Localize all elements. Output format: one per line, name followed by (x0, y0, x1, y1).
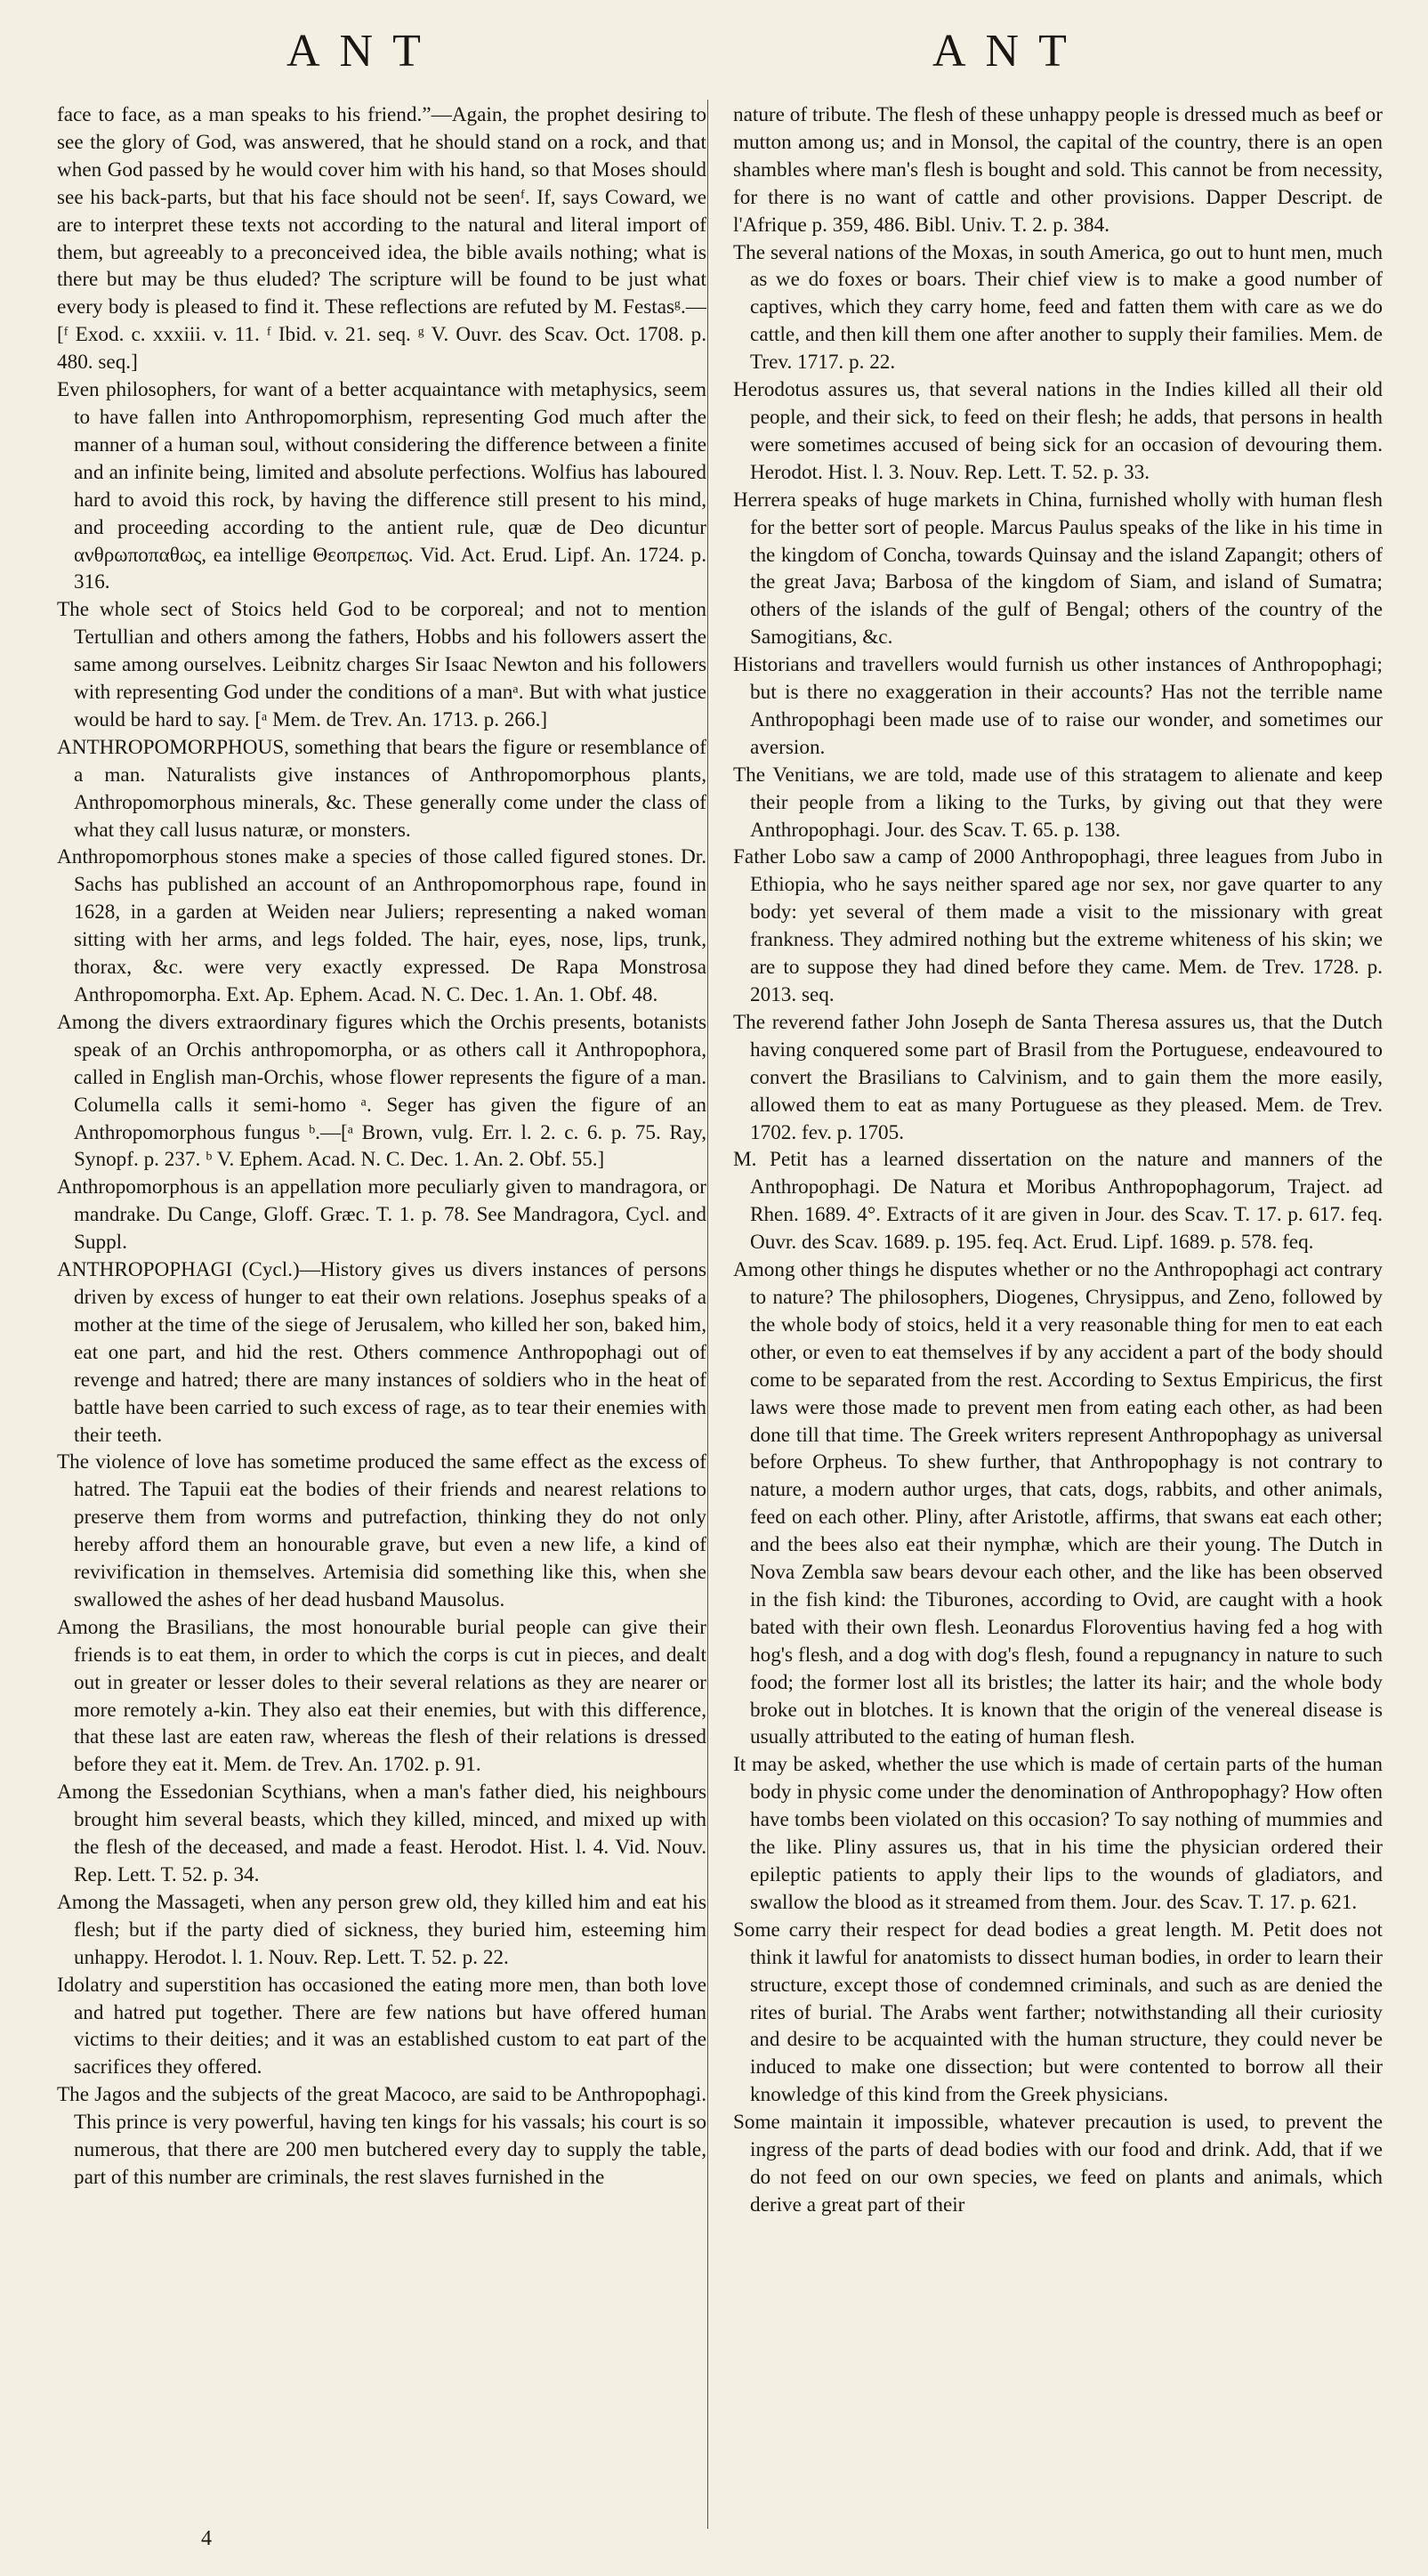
paragraph: Anthropomorphous stones make a species of those called figured stones. Dr. Sachs has published an account of an Anthropomorphous rape, found in 1628, in a garden at Weiden near Juliers; representing a naked woman sitting with her arms, and legs folded. The hair, eyes, nose, lips, trunk, thorax, &c. were very exactly expressed. De Rapa Monstrosa Anthropomorpha. Ext. Ap. Ephem. Acad. N. C. Dec. 1. An. 1. Obf. 48. (57, 845, 706, 1006)
paragraph: Among the Brasilians, the most honourable burial people can give their friends is to eat them, in order to which the corps is cut in pieces, and dealt out in greater or lesser doles to their several relations as they are nearer or more remotely a-kin. They also eat their enemies, but with this difference, that these last are eaten raw, whereas the flesh of their relations is dressed before they eat it. Mem. de Trev. An. 1702. p. 91. (57, 1615, 706, 1777)
paragraph: nature of tribute. The flesh of these unhappy people is dressed much as beef or mutton among us; and in Monsol, the capital of the country, there is an open shambles where man's flesh is bought and sold. This cannot be from necessity, for there is no want of cattle and other provisions. Dapper Descript. de l'Afrique p. 359, 486. Bibl. Univ. T. 2. p. 384. (733, 103, 1383, 237)
paragraph: Among the divers extraordinary figures which the Orchis presents, botanists speak of an Orchis anthropomorpha, or as others call it Anthropophora, called in English man-Orchis, whose flower represents the figure of a man. Columella calls it semi-homo ᵃ. Seger has given the figure of an Anthropomorphous fungus ᵇ.—[ᵃ Brown, vulg. Err. l. 2. c. 6. p. 75. Ray, Synopf. p. 237. ᵇ V. Ephem. Acad. N. C. Dec. 1. An. 2. Obf. 55.] (57, 1010, 706, 1172)
paragraph: Even philosophers, for want of a better acquaintance with metaphysics, seem to have fallen into Anthropomorphism, representing God much after the manner of a human soul, without considering the difference between a finite and an infinite being, limited and absolute perfections. Wolfius has laboured hard to avoid this rock, by having the difference still present to his mind, and proceeding according to the antient rule, quæ de Deo dicuntur ανθρωποπαθως, ea intellige Θεοπρεπως. Vid. Act. Erud. Lipf. An. 1724. p. 316. (57, 378, 706, 594)
paragraph: Herodotus assures us, that several nations in the Indies killed all their old people, and their sick, to feed on their flesh; he adds, that persons in health were sometimes accused of being sick for an occasion of devouring them. Herodot. Hist. l. 3. Nouv. Rep. Lett. T. 52. p. 33. (733, 378, 1383, 484)
paragraph: The violence of love has sometime produced the same effect as the excess of hatred. The Tapuii eat the bodies of their friends and nearest relations to preserve them from worms and putrefaction, thinking they do not only hereby afford them an honourable grave, but even a new life, a kind of revivification in themselves. Artemisia did something like this, when she swallowed the ashes of her dead husband Mausolus. (57, 1450, 706, 1611)
right-column (733, 101, 1383, 2219)
paragraph: Among the Massageti, when any person grew old, they killed him and eat his flesh; but if the party died of sickness, they buried him, esteeming him unhappy. Herodot. l. 1. Nouv. Rep. Lett. T. 52. p. 22. (57, 1890, 706, 1969)
paragraph: face to face, as a man speaks to his friend.”—Again, the prophet desiring to see the glory of God, was answered, that he should stand on a rock, and that when God passed by he would cover him with his hand, so that Moses should see his back-parts, but that his face should not be seenᶠ. If, says Coward, we are to interpret these texts not according to the natural and literal import of them, but agreeably to a preconceived idea, the bible avails nothing; what is there but may be thus eluded? The scripture will be found to be just what every body is pleased to find it. These reflections are refuted by M. Festasᵍ.—[ᶠ Exod. c. xxxiii. v. 11. ᶠ Ibid. v. 21. seq. ᵍ V. Ouvr. des Scav. Oct. 1708. p. 480. seq.] (57, 103, 706, 375)
paragraph: Herrera speaks of huge markets in China, furnished wholly with human flesh for the better sort of people. Marcus Paulus speaks of the like in his time in the kingdom of Concha, towards Quinsay and the island Zapangit; others of the great Java; Barbosa of the kingdom of Siam, and island of Sumatra; others of the islands of the gulf of Bengal; others of the country of the Samogitians, &c. (733, 488, 1383, 650)
left-column (57, 101, 706, 2192)
paragraph: Among other things he disputes whether or no the Anthropophagi act contrary to nature? The philosophers, Diogenes, Chrysippus, and Zeno, followed by the whole body of stoics, held it a very reasonable thing for men to eat each other, or even to eat themselves if by any accident a part of the body should come to be separated from the rest. According to Sextus Empiricus, the first laws were those made to prevent men from eating each other, as had been done till that time. The Greek writers represent Anthropophagy as universal before Orpheus. To shew further, that Anthropophagy is not contrary to nature, a modern author urges, that cats, dogs, rabbits, and other animals, feed on each other. Pliny, after Aristotle, affirms, that swans eat each other; and the bees also eat their nymphæ, which are their young. The Dutch in Nova Zembla saw bears devour each other, and the like has been observed in the fish kind: the Tiburones, according to Ovid, are caught with a hook bated with their own flesh. Leonardus Floroventius having fed a hog with hog's flesh, and a dog with dog's flesh, found a repugnancy in nature to such food; the former lost all its bristles; the latter its hair; and the whole body broke out in blotches. It is known that the origin of the venereal disease is usually attributed to the eating of human flesh. (733, 1258, 1383, 1749)
paragraph: M. Petit has a learned dissertation on the nature and manners of the Anthropophagi. De Natura et Moribus Anthropophagorum, Traject. ad Rhen. 1689. 4°. Extracts of it are given in Jour. des Scav. T. 17. p. 617. feq. Ouvr. des Scav. 1689. p. 195. feq. Act. Erud. Lipf. 1689. p. 578. feq. (733, 1148, 1383, 1255)
paragraph: Idolatry and superstition has occasioned the eating more men, than both love and hatred put together. There are few nations but have offered human victims to their deities; and it was an established custom to eat part of the sacrifices they offered. (57, 1973, 706, 2079)
paragraph: Father Lobo saw a camp of 2000 Anthropophagi, three leagues from Jubo in Ethiopia, who he says neither spared age nor sex, nor gave quarter to any body: yet several of them made a visit to the missionary with great frankness. They admired nothing but the extreme whiteness of his skin; we are to suppose they had dined before they came. Mem. de Trev. 1728. p. 2013. seq. (733, 845, 1383, 1006)
paragraph: The several nations of the Moxas, in south America, go out to hunt men, much as we do foxes or boars. Their chief view is to make a good number of captives, which they carry home, feed and fatten them with care as we do cattle, and then kill them one after another to supply their families. Mem. de Trev. 1717. p. 22. (733, 240, 1383, 375)
paragraph: It may be asked, whether the use which is made of certain parts of the human body in physic come under the denomination of Anthropophagy? How often have tombs been violated on this occasion? To say nothing of mummies and the like. Pliny assures us, that in his time the physician ordered their epileptic patients to apply their lips to the wounds of gladiators, and swallow the blood as it streamed from them. Jour. des Scav. T. 17. p. 621. (733, 1753, 1383, 1914)
paragraph: The Jagos and the subjects of the great Macoco, are said to be Anthropophagi. This prince is very powerful, having ten kings for his vassals; his court is so numerous, that there are 200 men butchered every day to supply the table, part of this number are criminals, the rest slaves furnished in the (57, 2083, 706, 2189)
entry-anthropophagi: ANTHROPOPHAGI (Cycl.)—History gives us divers instances of persons driven by excess of hunger to eat their own relations. Josephus speaks of a mother at the time of the siege of Jerusalem, who killed her son, baked him, eat one part, and hid the rest. Others commence Anthropophagi out of revenge and hatred; there are many instances of soldiers who in the heat of battle have been carried to such excess of rage, as to tear their enemies with their teeth. (57, 1258, 706, 1447)
page-number: 4 (201, 2527, 212, 2550)
paragraph: Anthropomorphous is an appellation more peculiarly given to mandragora, or mandrake. Du Cange, Gloff. Græc. T. 1. p. 78. See Mandragora, Cycl. and Suppl. (57, 1175, 706, 1255)
running-head-right: ANT (932, 26, 1086, 77)
running-head-left: ANT (286, 26, 440, 77)
entry-anthropomorphous: ANTHROPOMORPHOUS, something that bears the figure or resemblance of a man. Naturalists give instances of Anthropomorphous plants, Anthropomorphous minerals, &c. These generally come under the class of what they call lusus naturæ, or monsters. (57, 735, 706, 842)
paragraph: Among the Essedonian Scythians, when a man's father died, his neighbours brought him several beasts, which they killed, minced, and mixed up with the flesh of the deceased, and made a feast. Herodot. Hist. l. 4. Vid. Nouv. Rep. Lett. T. 52. p. 34. (57, 1781, 706, 1886)
column-divider (707, 100, 708, 2529)
paragraph: Some maintain it impossible, whatever precaution is used, to prevent the ingress of the parts of dead bodies with our food and drink. Add, that if we do not feed on our own species, we feed on plants and animals, which derive a great part of their (733, 2111, 1383, 2217)
paragraph: The reverend father John Joseph de Santa Theresa assures us, that the Dutch having conquered some part of Brasil from the Portuguese, endeavoured to convert the Brasilians to Calvinism, and to gain them the more easily, allowed them to eat as many Portuguese as they pleased. Mem. de Trev. 1702. fev. p. 1705. (733, 1010, 1383, 1144)
paragraph: The whole sect of Stoics held God to be corporeal; and not to mention Tertullian and others among the fathers, Hobbs and his followers assert the same among ourselves. Leibnitz charges Sir Isaac Newton and his followers with representing God under the conditions of a manᵃ. But with what justice would be hard to say. [ᵃ Mem. de Trev. An. 1713. p. 266.] (57, 598, 706, 731)
paragraph: The Venitians, we are told, made use of this stratagem to alienate and keep their people from a liking to the Turks, by giving out that they were Anthropophagi. Jour. des Scav. T. 65. p. 138. (733, 763, 1383, 842)
paragraph: Some carry their respect for dead bodies a great length. M. Petit does not think it lawful for anatomists to dissect human bodies, in order to learn their structure, except those of condemned criminals, and such as are denied the rites of burial. The Arabs went farther; notwithstanding all their curiosity and desire to be acquainted with the human structure, they could never be induced to make one dissection; but were contented to borrow all their knowledge of this kind from the Greek physicians. (733, 1918, 1383, 2107)
paragraph: Historians and travellers would furnish us other instances of Anthropophagi; but is there no exaggeration in their accounts? Has not the terrible name Anthropophagi been made use of to raise our wonder, and sometimes our aversion. (733, 653, 1383, 759)
